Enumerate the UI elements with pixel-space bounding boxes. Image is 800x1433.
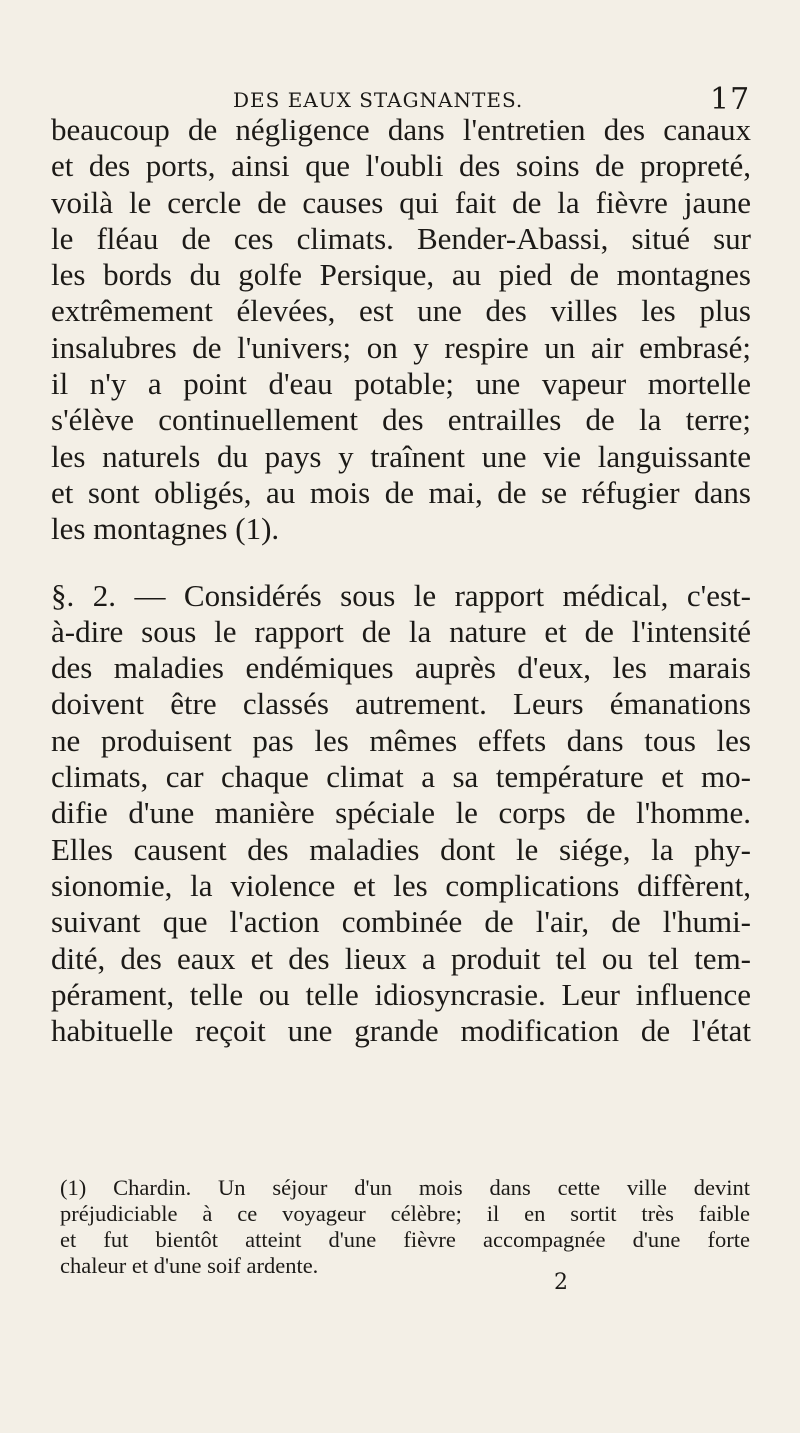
text-line: pérament, telle ou telle idiosyncrasie. Leur influence <box>51 976 751 1012</box>
running-title: DES EAUX STAGNANTES. <box>233 88 524 112</box>
footnote-line: chaleur et d'une soif ardente. <box>60 1253 319 1278</box>
text-line: les montagnes (1). <box>51 511 280 547</box>
text-line: dité, des eaux et des lieux a produit tel ou tel tem- <box>51 940 751 976</box>
text-line: ne produisent pas les mêmes effets dans tous les <box>51 722 751 758</box>
text-line: et des ports, ainsi que l'oubli des soins de propreté, <box>51 148 751 184</box>
text-line: voilà le cercle de causes qui fait de la fièvre jaune <box>51 184 751 220</box>
text-line: sionomie, la violence et les complications diffèrent, <box>51 867 751 903</box>
text-line: il n'y a point d'eau potable; une vapeur mortelle <box>51 366 751 402</box>
body-text <box>51 112 751 1049</box>
paragraph-2 <box>51 578 751 1050</box>
text-line: les naturels du pays y traînent une vie languissante <box>51 438 751 474</box>
text-line: extrêmement élevées, est une des villes les plus <box>51 293 751 329</box>
footnote-line: (1) Chardin. Un séjour d'un mois dans cette ville devint <box>60 1175 750 1200</box>
text-line: s'élève continuellement des entrailles de la terre; <box>51 402 751 438</box>
text-line: insalubres de l'univers; on y respire un air embrasé; <box>51 329 751 365</box>
text-line: et sont obligés, au mois de mai, de se réfugier dans <box>51 474 751 510</box>
footnote-line: et fut bientôt atteint d'une fièvre accompagnée d'une forte <box>60 1227 750 1252</box>
text-line: suivant que l'action combinée de l'air, de l'humi- <box>51 904 751 940</box>
page-number: 17 <box>710 82 751 117</box>
text-line: des maladies endémiques auprès d'eux, les marais <box>51 650 751 686</box>
text-line: habituelle reçoit une grande modification de l'état <box>51 1013 751 1049</box>
footnote <box>60 1175 750 1279</box>
text-line: climats, car chaque climat a sa température et mo- <box>51 759 751 795</box>
running-header <box>233 82 751 117</box>
text-line: le fléau de ces climats. Bender-Abassi, situé sur <box>51 220 751 256</box>
footnote-line: préjudiciable à ce voyageur célèbre; il en sortit très faible <box>60 1201 750 1226</box>
text-line: difie d'une manière spéciale le corps de l'homme. <box>51 795 751 831</box>
paragraph-1 <box>51 112 751 548</box>
text-line: beaucoup de négligence dans l'entretien des canaux <box>51 112 751 147</box>
text-line: Elles causent des maladies dont le siége, la phy- <box>51 831 751 867</box>
paragraph-gap <box>51 548 751 578</box>
text-line: §. 2. — Considérés sous le rapport médical, c'est- <box>51 577 751 613</box>
text-line: doivent être classés autrement. Leurs émanations <box>51 686 751 722</box>
signature-mark: 2 <box>554 1270 568 1295</box>
text-line: les bords du golfe Persique, au pied de montagnes <box>51 257 751 293</box>
text-line: à-dire sous le rapport de la nature et de l'intensité <box>51 613 751 649</box>
